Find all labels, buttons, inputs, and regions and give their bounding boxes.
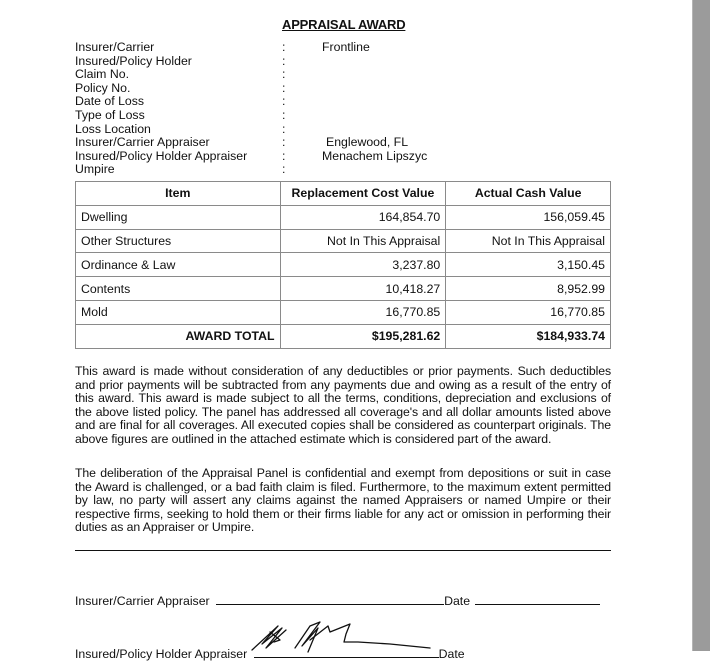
info-colon: : bbox=[282, 53, 286, 68]
signature-label: Insurer/Carrier Appraiser bbox=[75, 594, 210, 608]
table-row bbox=[76, 229, 611, 253]
info-colon: : bbox=[282, 80, 286, 95]
table-row bbox=[76, 205, 611, 229]
info-value: Englewood, FL bbox=[326, 135, 409, 150]
signature-line[interactable] bbox=[254, 645, 439, 658]
info-value: Menachem Lipszyc bbox=[322, 148, 428, 163]
info-label: Policy No. bbox=[75, 80, 131, 95]
header-acv: Actual Cash Value bbox=[446, 182, 611, 206]
award-table bbox=[75, 181, 611, 349]
info-label: Date of Loss bbox=[75, 94, 145, 109]
cell-acv: 16,770.85 bbox=[446, 300, 611, 324]
disclaimer-paragraph: This award is made without consideration of any deductibles or prior payments. Such deductibles and prior payments will be subtracted from any payments due and owing as a result of the entry of this award. This award is made subject to all the terms, conditions, depreciation and exclusions of the above listed policy. The panel has addressed all coverage's and all dollar amounts listed above and are final for all coverages. All executed copies shall be considered as counterpart originals. The above figures are outlined in the attached estimate which is considered part of the award. bbox=[75, 364, 611, 446]
table-row bbox=[76, 253, 611, 277]
signature-row-holder bbox=[75, 645, 465, 661]
cell-rcv: 10,418.27 bbox=[280, 277, 446, 301]
cell-acv: 8,952.99 bbox=[446, 277, 611, 301]
header-item: Item bbox=[76, 182, 281, 206]
info-colon: : bbox=[282, 94, 286, 109]
cell-rcv: Not In This Appraisal bbox=[280, 229, 446, 253]
info-label: Umpire bbox=[75, 162, 115, 177]
info-label: Insurer/Carrier Appraiser bbox=[75, 135, 210, 150]
info-label: Loss Location bbox=[75, 121, 151, 136]
total-label: AWARD TOTAL bbox=[76, 324, 281, 348]
date-label: Date bbox=[444, 594, 471, 608]
viewer-scroll-gutter[interactable] bbox=[692, 0, 710, 651]
cell-rcv: 164,854.70 bbox=[280, 205, 446, 229]
signature-line[interactable] bbox=[216, 592, 444, 605]
info-colon: : bbox=[282, 121, 286, 136]
total-acv: $184,933.74 bbox=[446, 324, 611, 348]
award-table-header bbox=[76, 182, 611, 206]
info-label: Insured/Policy Holder Appraiser bbox=[75, 148, 248, 163]
table-row bbox=[76, 277, 611, 301]
info-label: Claim No. bbox=[75, 67, 129, 82]
cell-item: Other Structures bbox=[76, 229, 281, 253]
info-colon: : bbox=[282, 162, 286, 177]
cell-item: Dwelling bbox=[76, 205, 281, 229]
total-rcv: $195,281.62 bbox=[280, 324, 446, 348]
award-total-row bbox=[76, 324, 611, 348]
cell-acv: 156,059.45 bbox=[446, 205, 611, 229]
info-label: Insurer/Carrier bbox=[75, 40, 155, 54]
date-label: Date bbox=[438, 647, 465, 661]
cell-item: Contents bbox=[76, 277, 281, 301]
info-label: Type of Loss bbox=[75, 107, 145, 122]
cell-acv: Not In This Appraisal bbox=[446, 229, 611, 253]
document-title: APPRAISAL AWARD bbox=[282, 17, 406, 32]
signature-label: Insured/Policy Holder Appraiser bbox=[75, 647, 248, 661]
date-line[interactable] bbox=[475, 592, 600, 605]
info-colon: : bbox=[282, 40, 286, 54]
header-rcv: Replacement Cost Value bbox=[280, 182, 446, 206]
info-colon: : bbox=[282, 67, 286, 82]
signature-row-carrier bbox=[75, 592, 600, 608]
horizontal-rule bbox=[75, 550, 611, 551]
cell-acv: 3,150.45 bbox=[446, 253, 611, 277]
cell-rcv: 16,770.85 bbox=[280, 300, 446, 324]
info-value: Frontline bbox=[322, 40, 370, 54]
info-colon: : bbox=[282, 107, 286, 122]
cell-item: Mold bbox=[76, 300, 281, 324]
confidentiality-paragraph: The deliberation of the Appraisal Panel is confidential and exempt from depositions or suit in case the Award is challenged, or a bad faith claim is filed. Furthermore, to the maximum extent permitted by law, no party will assert any claims against the named Appraisers or named Umpire or their respective firms, seeking to hold them or their firms liable for any act or omission in performing their duties as an Appraiser or Umpire. bbox=[75, 466, 611, 535]
cell-item: Ordinance & Law bbox=[76, 253, 281, 277]
cell-rcv: 3,237.80 bbox=[280, 253, 446, 277]
info-colon: : bbox=[282, 148, 286, 163]
info-label: Insured/Policy Holder bbox=[75, 53, 192, 68]
info-colon: : bbox=[282, 135, 286, 150]
table-row bbox=[76, 300, 611, 324]
